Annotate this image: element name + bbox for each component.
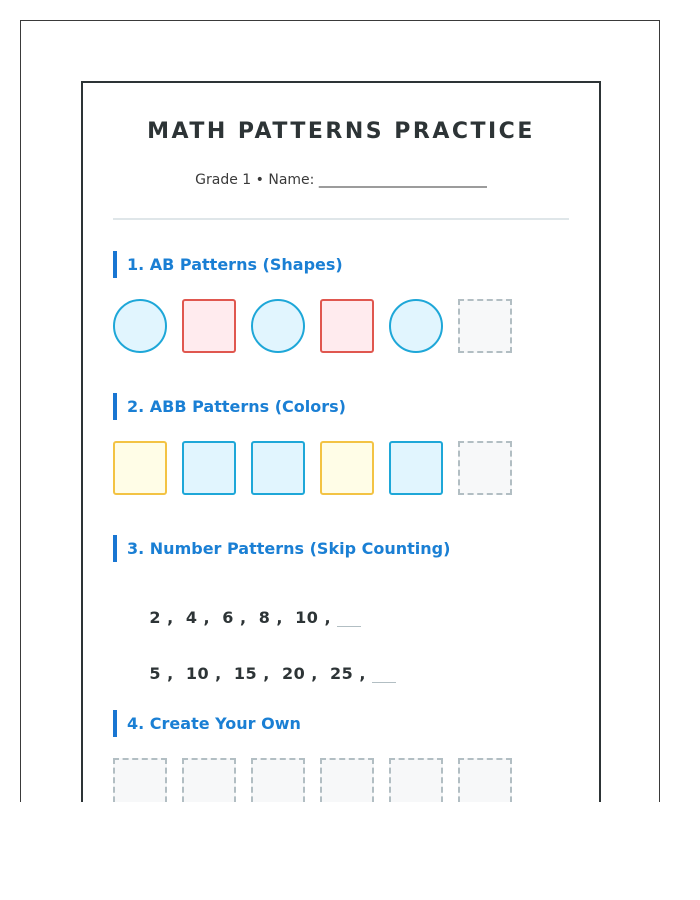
- worksheet: [81, 81, 601, 802]
- answer-box[interactable]: [251, 758, 305, 802]
- section-heading-abb-patterns: 2. ABB Patterns (Colors): [113, 393, 346, 420]
- blue-square: [251, 441, 305, 495]
- abb-pattern-row: [113, 441, 512, 495]
- answer-blank[interactable]: [372, 682, 396, 683]
- skip-count-by-2: [113, 589, 361, 646]
- answer-box[interactable]: [182, 758, 236, 802]
- answer-box[interactable]: [458, 758, 512, 802]
- create-your-own-row: [113, 758, 512, 802]
- skip-count-by-5: [113, 645, 396, 702]
- blue-square: [182, 441, 236, 495]
- red-square-shape: [182, 299, 236, 353]
- answer-box[interactable]: [458, 299, 512, 353]
- answer-box[interactable]: [389, 758, 443, 802]
- section-heading-ab-patterns: 1. AB Patterns (Shapes): [113, 251, 343, 278]
- sequence-text: 2 , 4 , 6 , 8 , 10 ,: [149, 608, 332, 627]
- ab-pattern-row: [113, 299, 512, 353]
- worksheet-subtitle: Grade 1 • Name: ________________________: [195, 172, 487, 188]
- yellow-square: [113, 441, 167, 495]
- answer-blank[interactable]: [337, 626, 361, 627]
- header-divider: [113, 218, 569, 220]
- answer-box[interactable]: [320, 758, 374, 802]
- section-heading-number-patterns: 3. Number Patterns (Skip Counting): [113, 535, 450, 562]
- circle-shape: [389, 299, 443, 353]
- red-square-shape: [320, 299, 374, 353]
- sequence-text: 5 , 10 , 15 , 20 , 25 ,: [149, 664, 366, 683]
- answer-box[interactable]: [458, 441, 512, 495]
- blue-square: [389, 441, 443, 495]
- circle-shape: [251, 299, 305, 353]
- section-heading-create-your-own: 4. Create Your Own: [113, 710, 301, 737]
- circle-shape: [113, 299, 167, 353]
- yellow-square: [320, 441, 374, 495]
- worksheet-title: MATH PATTERNS PRACTICE: [147, 119, 535, 144]
- answer-box[interactable]: [113, 758, 167, 802]
